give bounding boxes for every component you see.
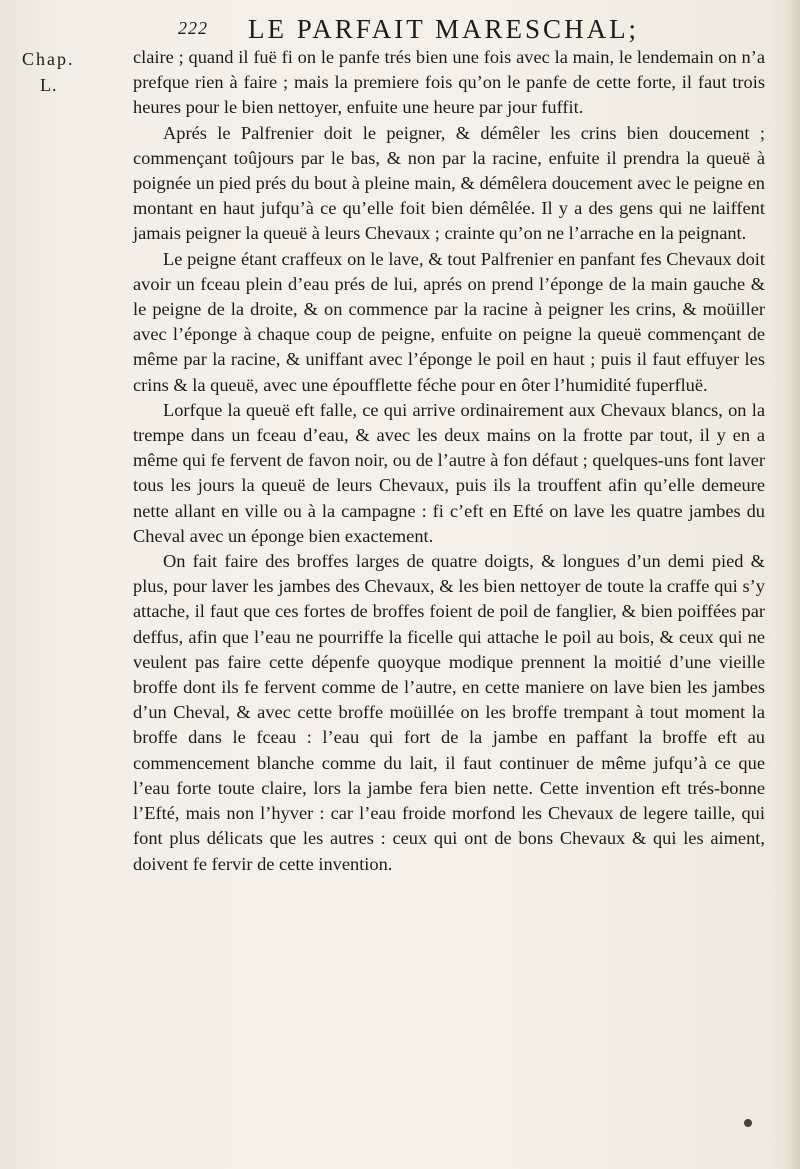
paragraph: claire ; quand il fuë fi on le panfe trés bien une fois avec la main, le lendemain on n’a prefque rien à faire ; mais la premiere fois qu’on le panfe de cette forte, il faut trois heures pour le bien nettoyer, enfuite une heure par jour fuffit.	[133, 47, 765, 118]
paragraph: Aprés le Palfrenier doit le peigner, & démêler les crins bien doucement ; commençant toûjours par le bas, & non par la racine, enfuite il prendra la queuë à poignée un pied prés du bout à pleine main, & démêlera doucement avec le peigne en montant en haut jufqu’à ce qu’elle foit bien démêlée. Il y a des gens qui ne laiffent jamais peigner la queuë à leurs Chevaux ; crainte qu’on ne l’arrache en la peignant.	[133, 122, 765, 244]
body-text	[133, 45, 765, 877]
paragraph: Le peigne étant craffeux on le lave, & tout Palfrenier en panfant fes Chevaux doit avoir un fceau plein d’eau prés de lui, aprés on prend l’éponge de la main gauche & le peigne de la droite, & on commence par la racine à peigner les crins, & moüiller avec l’éponge à chaque coup de peigne, enfuite on peigne la queuë commençant de même par la racine, & uniffant avec l’éponge le poil en haut ; puis il faut effuyer les crins & la queuë, avec une époufflette féche pour en ôter l’humidité fuperfluë.	[133, 248, 765, 395]
paragraph: On fait faire des broffes larges de quatre doigts, & longues d’un demi pied & plus, pour laver les jambes des Chevaux, & les bien nettoyer de toute la craffe qui s’y attache, il faut que ces fortes de broffes foient de poil de fanglier, & bien poiffées par deffus, afin que l’eau ne pourriffe la ficelle qui attache le poil au bois, & ceux qui ne veulent pas faire cette dépenfe quoyque modique prennent la moitié d’une vieille broffe dont ils fe fervent comme de l’autre, en cette maniere on lave bien les jambes d’un Cheval, & avec cette broffe moüillée on les broffe trempant à tout moment la broffe dans le fceau : l’eau qui fort de la jambe en paffant la broffe eft au commencement blanche comme du lait, il faut continuer de même jufqu’à ce que l’eau forte toute claire, lors la jambe fera bien nette. Cette invention eft trés-bonne l’Efté, mais non l’hyver : car l’eau froide morfond les Chevaux de legere taille, qui font plus délicats que les autres : ceux qui ont de bons Chevaux & qui les aiment, doivent fe fervir de cette invention.	[133, 551, 765, 874]
page-number: 222	[178, 18, 208, 38]
chapter-margin-note	[22, 46, 142, 98]
running-title: LE PARFAIT MARESCHAL;	[248, 14, 640, 44]
paragraph: Lorfque la queuë eft falle, ce qui arrive ordinairement aux Chevaux blancs, on la trempe dans un fceau d’eau, & avec les deux mains on la frotte par tout, il y en a même qui fe fervent de favon noir, ou de l’autre à fon défaut ; quelques-uns font laver tous les jours la queuë de leurs Chevaux, puis ils la trouffent afin qu’elle demeure nette allant en ville ou à la campagne : fi c’eft en Efté on lave les quatre jambes du Cheval avec un éponge bien exactement.	[133, 399, 765, 546]
chapter-label: Chap.	[22, 49, 75, 69]
page-edge-shadow	[786, 0, 800, 1169]
chapter-number: L.	[40, 75, 58, 95]
ink-spot	[744, 1119, 752, 1127]
